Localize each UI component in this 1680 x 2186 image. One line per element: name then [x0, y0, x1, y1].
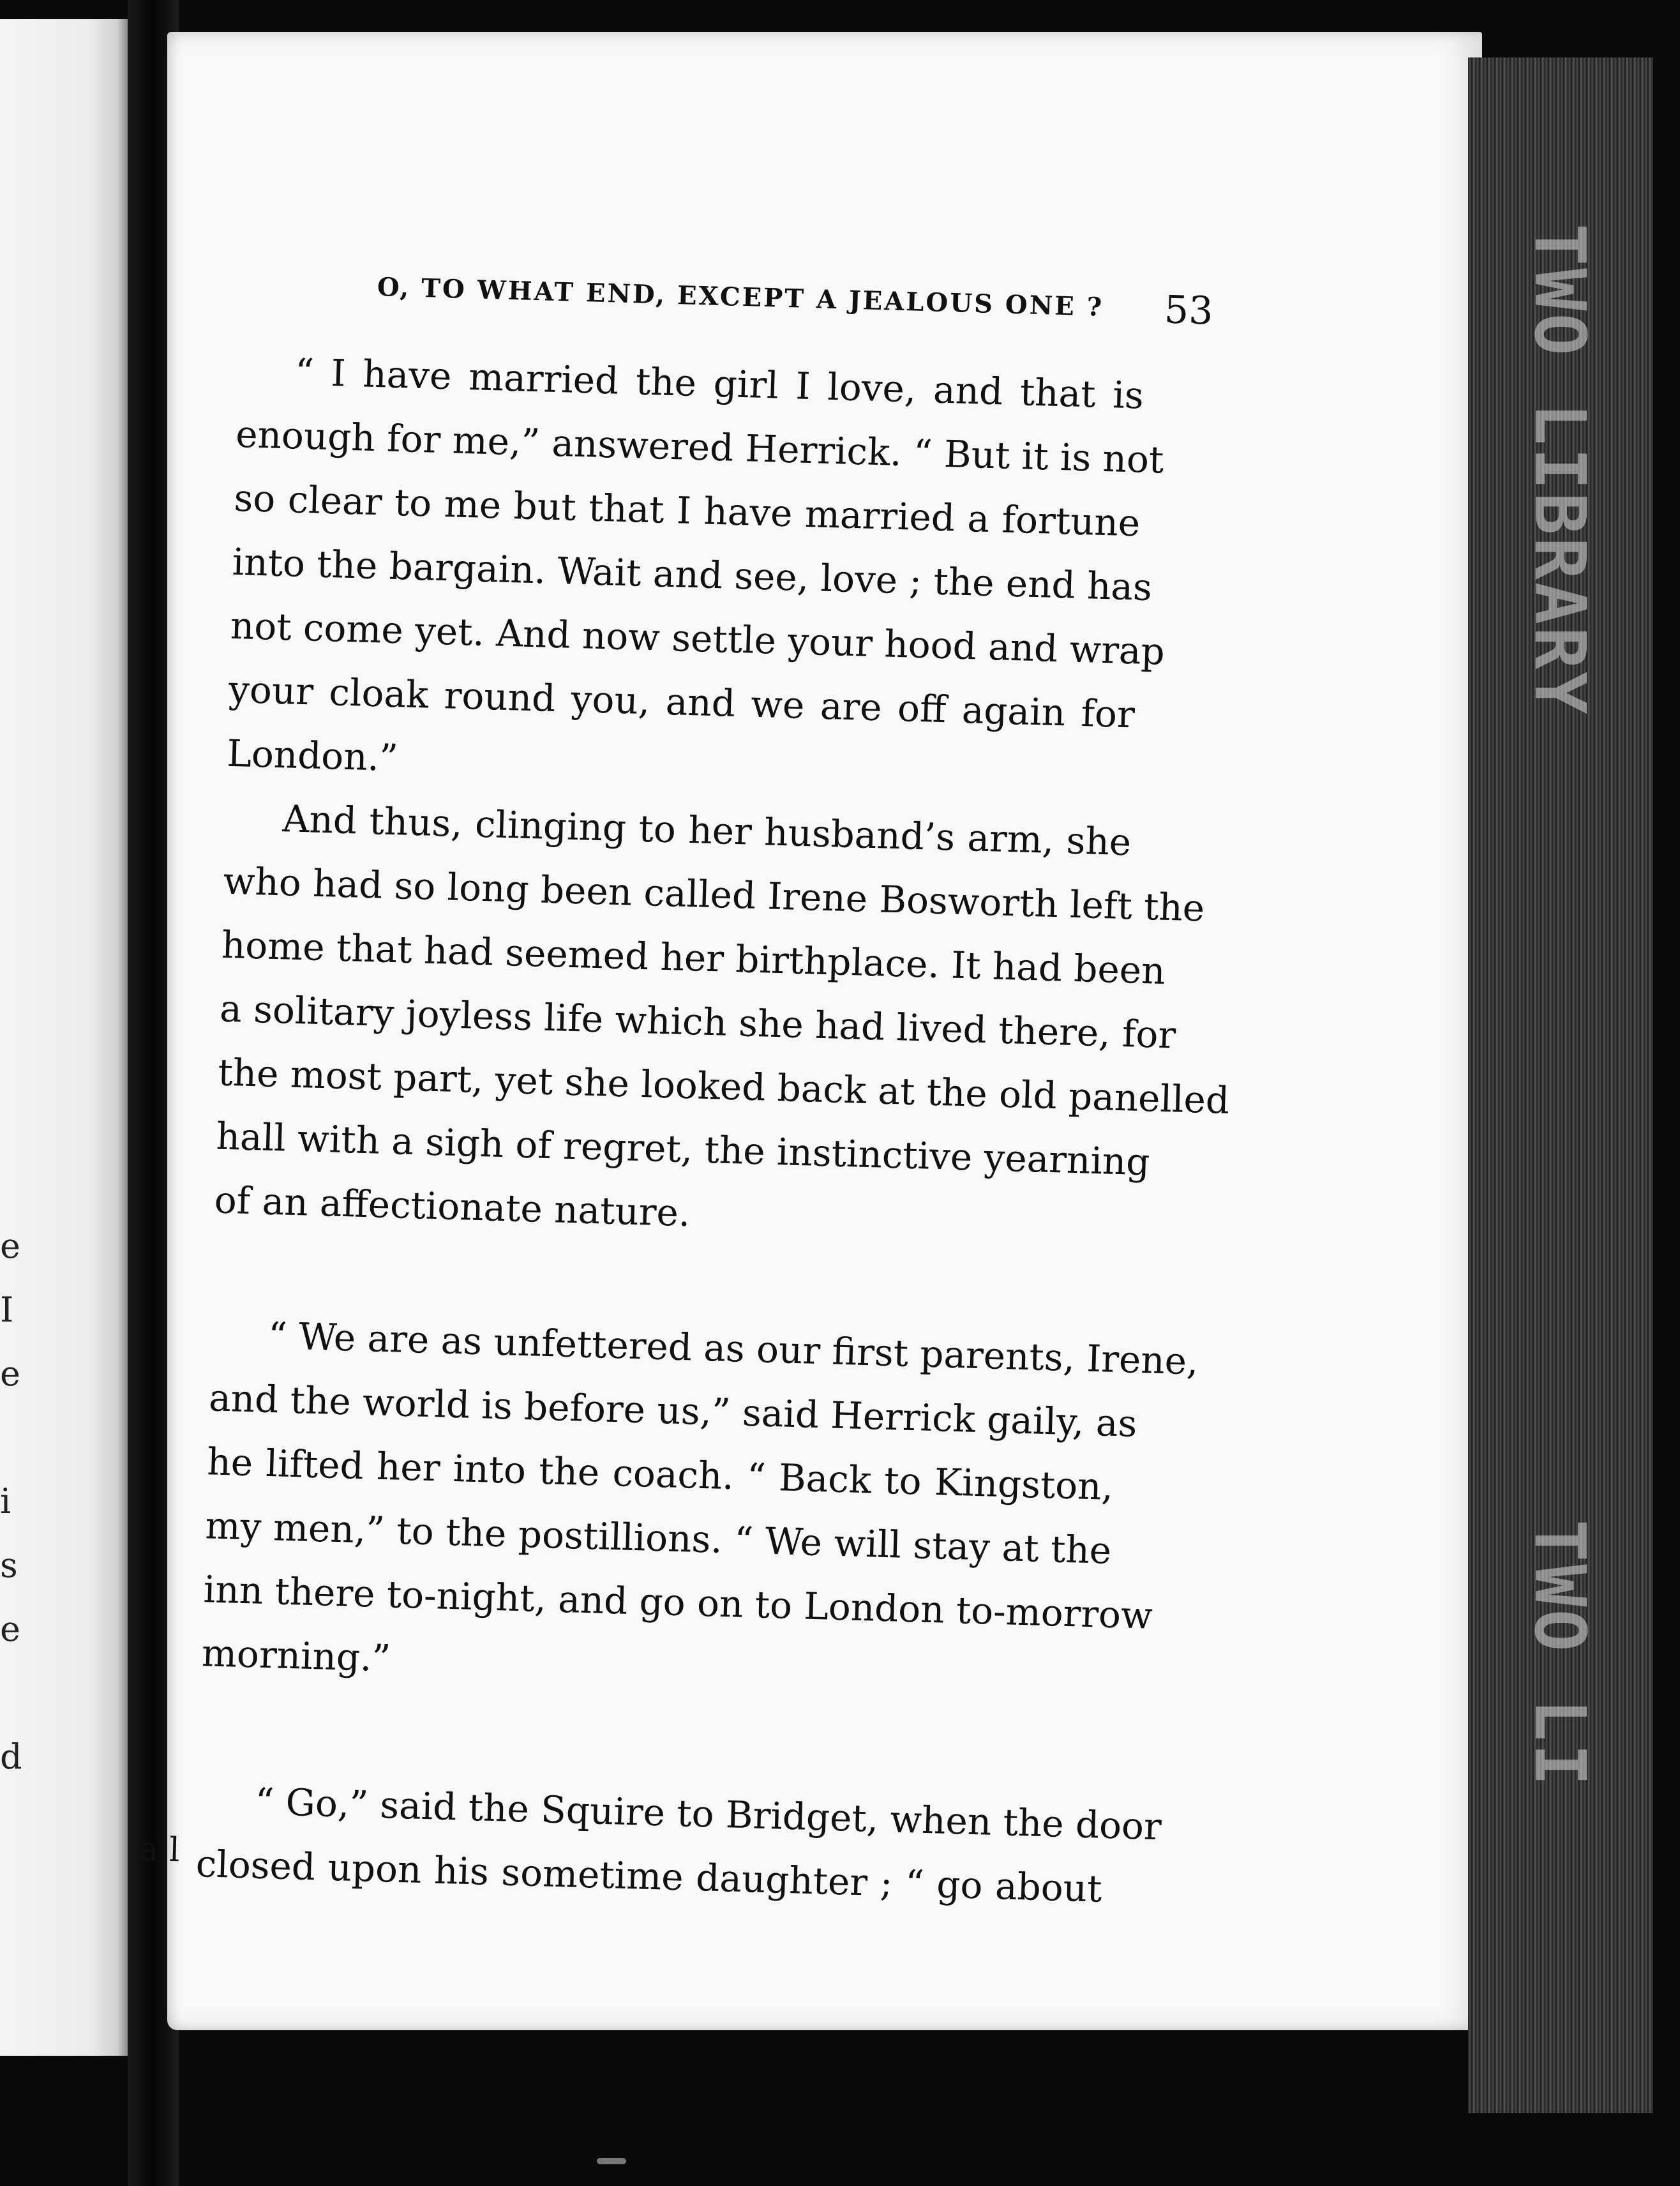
page-number: 53 — [1164, 287, 1214, 334]
library-stamp: TWO LI — [1519, 1519, 1601, 1789]
text-line: enough for me,” answered Herrick. “ But it is not — [235, 412, 1165, 482]
left-fragment: e — [0, 1226, 20, 1266]
left-fragment: i — [0, 1481, 11, 1521]
page-text-block — [138, 262, 1230, 1911]
book-fore-edge — [1468, 57, 1653, 2113]
left-fragment: e — [0, 1353, 20, 1394]
text-line: into the bargain. Wait and see, love ; the end has — [231, 539, 1153, 610]
text-line: inn there to-night, and go on to London to-morrow — [202, 1567, 1153, 1638]
text-line: “ I have married the girl I love, and that is — [294, 350, 1144, 418]
text-line: who had so long been called Irene Bosworth left the — [222, 859, 1206, 930]
text-line: “ Go,” said the Squire to Bridget, when the door — [254, 1779, 1162, 1849]
text-line: London.” — [226, 731, 399, 780]
text-line: he lifted her into the coach. “ Back to Kingston, — [206, 1440, 1114, 1509]
scan-smudge — [597, 2158, 626, 2164]
text-line: of an affectionate nature. — [214, 1178, 691, 1235]
text-line: your cloak round you, and we are off again for — [228, 667, 1136, 737]
text-line: morning.” — [201, 1631, 392, 1680]
text-line: closed upon his sometime daughter ; “ go about — [195, 1842, 1103, 1911]
left-fragment: s — [0, 1545, 18, 1585]
paragraph — [138, 1768, 1162, 1921]
left-facing-page — [0, 19, 128, 2056]
left-fragment: d — [0, 1737, 22, 1777]
text-line: hall with a sigh of regret, the instinctive yearning — [215, 1114, 1151, 1184]
library-stamp: TWO LIBRARY — [1519, 223, 1601, 717]
text-line: “ We are as unfettered as our first parents, Irene, — [267, 1313, 1199, 1383]
marginal-note: a l — [138, 1830, 181, 1870]
left-fragment: I — [0, 1290, 14, 1330]
left-page-margin-fragments — [0, 19, 26, 2056]
book-page — [138, 32, 1482, 2030]
paragraph — [201, 1302, 1199, 1710]
text-line: the most part, yet she looked back at the old panelled — [217, 1050, 1230, 1122]
text-line: And thus, clinging to her husband’s arm, she — [281, 797, 1132, 864]
text-line: my men,” to the postillions. “ We will stay at the — [204, 1504, 1113, 1572]
text-line: not come yet. And now settle your hood and wrap — [230, 603, 1166, 674]
paragraph — [214, 785, 1230, 1257]
text-line: a solitary joyless life which she had lived there, for — [219, 986, 1177, 1057]
running-title: O, TO WHAT END, EXCEPT A JEALOUS ONE ? — [377, 271, 1104, 322]
text-line: and the world is before us,” said Herrick gaily, as — [208, 1376, 1138, 1445]
text-line: home that had seemed her birthplace. It had been — [221, 923, 1166, 993]
paragraph — [226, 338, 1166, 810]
running-head — [376, 266, 1213, 347]
text-line: so clear to me but that I have married a fortune — [233, 476, 1141, 545]
left-fragment: e — [0, 1609, 20, 1649]
